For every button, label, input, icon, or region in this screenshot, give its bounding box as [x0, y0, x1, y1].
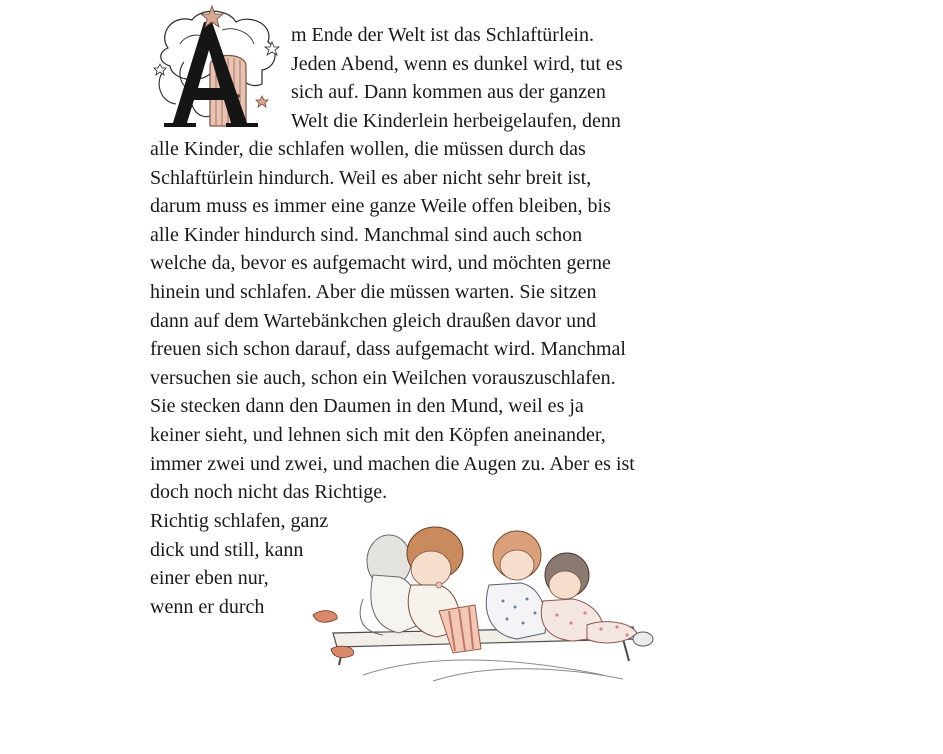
text-line: Welt die Kinderlein herbeigelaufen, denn	[291, 109, 621, 132]
text-line: dick und still, kann	[150, 538, 304, 561]
text-line: keiner sieht, und lehnen sich mit den Köpfen aneinander,	[150, 423, 606, 446]
text-line: alle Kinder hindurch sind. Manchmal sind auch schon	[150, 223, 583, 246]
sleeping-children-illustration	[303, 515, 663, 685]
text-line: wenn er durch	[150, 595, 265, 618]
paragraph-bottom	[150, 507, 328, 621]
paragraph-top	[291, 21, 623, 135]
text-line: doch noch nicht das Richtige.	[150, 481, 388, 504]
text-line: einer eben nur,	[150, 567, 269, 590]
text-line: versuchen sie auch, schon ein Weilchen vorauszuschlafen.	[150, 366, 616, 389]
text-line: immer zwei und zwei, und machen die Augen zu. Aber es ist	[150, 452, 635, 475]
text-line: darum muss es immer eine ganze Weile offen bleiben, bis	[150, 195, 611, 218]
text-line: dann auf dem Wartebänkchen gleich draußen davor und	[150, 309, 597, 332]
text-line: freuen sich schon darauf, dass aufgemacht wird. Manchmal	[150, 338, 626, 361]
text-line: sich auf. Dann kommen aus der ganzen	[291, 81, 606, 104]
text-line: Jeden Abend, wenn es dunkel wird, tut es	[291, 52, 623, 75]
decorated-initial-icon	[150, 4, 286, 130]
text-line: Sie stecken dann den Daumen in den Mund, weil es ja	[150, 395, 584, 418]
text-line: alle Kinder, die schlafen wollen, die müssen durch das	[150, 138, 586, 160]
text-line: Schlaftürlein hindurch. Weil es aber nicht sehr breit ist,	[150, 166, 592, 189]
text-line: welche da, bevor es aufgemacht wird, und möchten gerne	[150, 252, 611, 275]
text-line: m Ende der Welt ist das Schlaftürlein.	[291, 24, 594, 46]
text-line: hinein und schlafen. Aber die müssen warten. Sie sitzen	[150, 280, 597, 303]
paragraph-main	[150, 135, 635, 507]
text-line: Richtig schlafen, ganz	[150, 510, 329, 532]
